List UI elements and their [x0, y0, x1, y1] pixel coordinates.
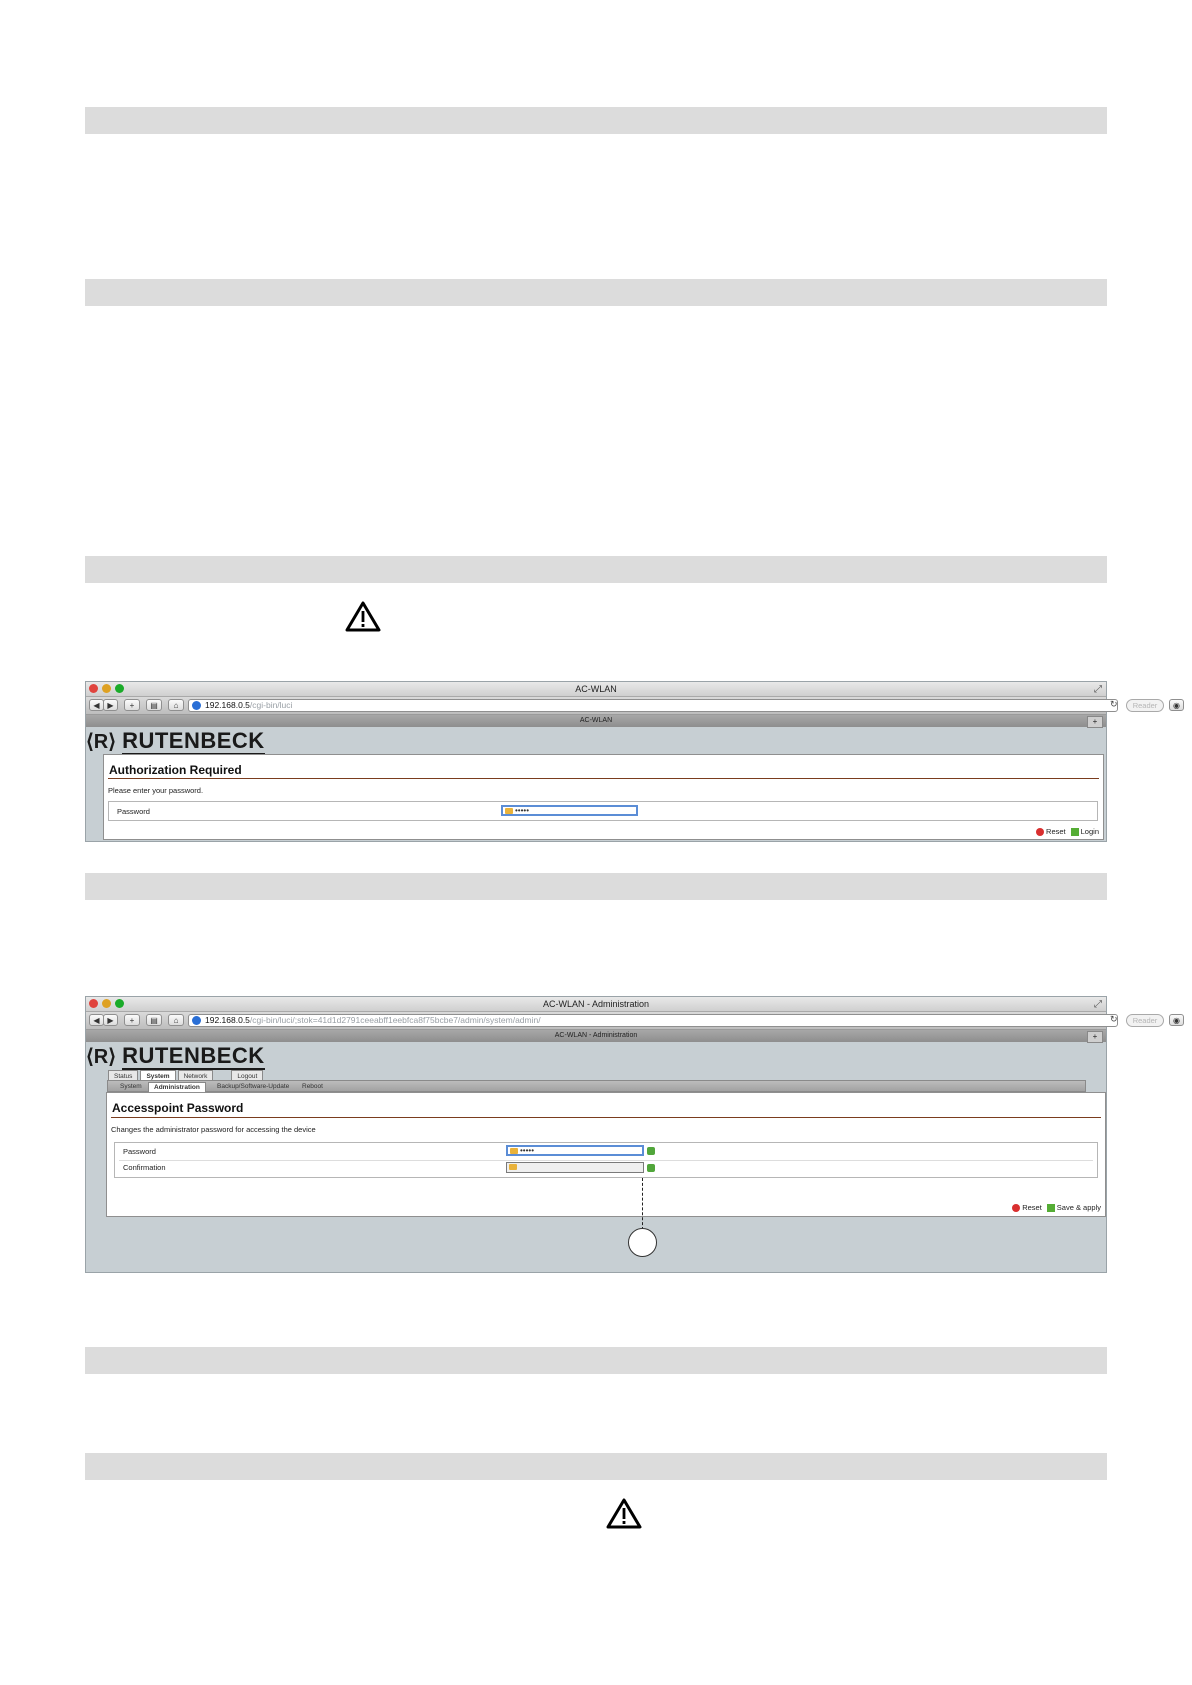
- tab-system[interactable]: System: [140, 1070, 175, 1083]
- window-title: AC-WLAN: [575, 684, 617, 694]
- tab-title[interactable]: AC-WLAN: [579, 717, 613, 724]
- window-titlebar: [86, 997, 1106, 1012]
- url-host: 192.168.0.5: [205, 1015, 250, 1025]
- reload-icon[interactable]: ↻: [1110, 1014, 1118, 1024]
- section-band-5: [85, 1347, 1107, 1374]
- bookmarks-icon[interactable]: ⌂: [168, 1014, 184, 1026]
- fullscreen-icon[interactable]: ⤢: [1094, 684, 1102, 695]
- callout-circle: [628, 1228, 657, 1257]
- logo-mark: ⟨R⟩: [86, 1046, 117, 1068]
- accesspoint-password-panel: [106, 1092, 1106, 1217]
- key-icon: [510, 1148, 518, 1154]
- minimize-light-icon[interactable]: [102, 684, 111, 693]
- panel-title: Authorization Required: [109, 763, 242, 777]
- downloads-icon[interactable]: ◉: [1169, 699, 1184, 711]
- refresh-icon[interactable]: [647, 1147, 655, 1155]
- logo-mark: ⟨R⟩: [86, 731, 117, 753]
- section-band-2: [85, 279, 1107, 306]
- refresh-icon[interactable]: [647, 1164, 655, 1172]
- reset-button[interactable]: [1036, 827, 1066, 836]
- reset-button[interactable]: [1012, 1203, 1042, 1212]
- globe-icon: [192, 1016, 201, 1025]
- confirmation-label: Confirmation: [123, 1163, 166, 1172]
- close-light-icon[interactable]: [89, 999, 98, 1008]
- zoom-light-icon[interactable]: [115, 684, 124, 693]
- reader-button[interactable]: Reader: [1126, 1014, 1164, 1027]
- print-icon[interactable]: ▤: [146, 1014, 162, 1026]
- url-path: /cgi-bin/luci: [249, 700, 293, 710]
- section-band-3: [85, 556, 1107, 583]
- bookmarks-icon[interactable]: ⌂: [168, 699, 184, 711]
- add-icon[interactable]: +: [124, 699, 140, 711]
- tab-strip: [86, 715, 1106, 727]
- password-input[interactable]: [506, 1145, 644, 1156]
- row-divider: [119, 1160, 1093, 1161]
- title-rule: [108, 778, 1099, 779]
- reset-label: Reset: [1022, 1203, 1042, 1212]
- url-path: /cgi-bin/luci/;stok=41d1d2791ceeabff1eebfca8f75bcbe7/admin/system/admin/: [249, 1015, 541, 1025]
- section-band-1: [85, 107, 1107, 134]
- confirmation-input[interactable]: [506, 1162, 644, 1173]
- browser-toolbar: [86, 697, 1180, 715]
- window-title: AC-WLAN - Administration: [542, 999, 650, 1009]
- tab-network[interactable]: Network: [178, 1070, 214, 1083]
- fullscreen-icon[interactable]: ⤢: [1094, 999, 1102, 1010]
- panel-description: Please enter your password.: [108, 786, 204, 795]
- window-titlebar: [86, 682, 1106, 697]
- callout-leader: [642, 1178, 643, 1230]
- rutenbeck-logo: [86, 728, 265, 754]
- panel-description: Changes the administrator password for accessing the device: [111, 1125, 316, 1134]
- new-tab-icon[interactable]: +: [1087, 716, 1103, 728]
- password-fieldset: [108, 801, 1098, 821]
- back-icon[interactable]: ◀: [89, 699, 104, 711]
- save-label: Save & apply: [1056, 1203, 1101, 1212]
- save-icon: [1047, 1204, 1055, 1212]
- key-icon: [505, 808, 513, 814]
- password-label: Password: [123, 1147, 156, 1156]
- forward-icon[interactable]: ▶: [103, 699, 118, 711]
- title-rule: [111, 1117, 1101, 1118]
- subtab-reboot[interactable]: Reboot: [302, 1083, 323, 1090]
- tab-strip: [86, 1030, 1106, 1042]
- url-host: 192.168.0.5: [205, 700, 250, 710]
- reset-icon: [1012, 1204, 1020, 1212]
- password-fieldset: [114, 1142, 1098, 1178]
- reset-icon: [1036, 828, 1044, 836]
- reader-button[interactable]: Reader: [1126, 699, 1164, 712]
- back-icon[interactable]: ◀: [89, 1014, 104, 1026]
- form-actions: [1012, 1203, 1101, 1212]
- password-label: Password: [117, 807, 150, 816]
- login-button[interactable]: [1071, 827, 1099, 836]
- rutenbeck-logo: [86, 1043, 265, 1069]
- password-value: •••••: [515, 806, 530, 815]
- forward-icon[interactable]: ▶: [103, 1014, 118, 1026]
- section-band-6: [85, 1453, 1107, 1480]
- url-bar[interactable]: [188, 699, 1118, 712]
- auth-panel: [103, 754, 1104, 840]
- minimize-light-icon[interactable]: [102, 999, 111, 1008]
- subtab-administration[interactable]: Administration: [148, 1082, 206, 1092]
- subtab-backup-software-update[interactable]: Backup/Software-Update: [217, 1083, 290, 1090]
- add-icon[interactable]: +: [124, 1014, 140, 1026]
- zoom-light-icon[interactable]: [115, 999, 124, 1008]
- key-icon: [509, 1164, 517, 1170]
- password-value: •••••: [520, 1146, 535, 1155]
- section-band-4: [85, 873, 1107, 900]
- logo-name: RUTENBECK: [122, 1043, 265, 1068]
- print-icon[interactable]: ▤: [146, 699, 162, 711]
- tab-logout[interactable]: Logout: [231, 1070, 263, 1083]
- logo-name: RUTENBECK: [122, 728, 265, 753]
- globe-icon: [192, 701, 201, 710]
- sub-menu-bar: [107, 1080, 1086, 1092]
- admin-screenshot: [85, 996, 1180, 1273]
- save-apply-button[interactable]: [1047, 1203, 1101, 1212]
- downloads-icon[interactable]: ◉: [1169, 1014, 1184, 1026]
- reset-label: Reset: [1046, 827, 1066, 836]
- close-light-icon[interactable]: [89, 684, 98, 693]
- tab-status[interactable]: Status: [108, 1070, 138, 1083]
- login-icon: [1071, 828, 1079, 836]
- password-input[interactable]: [501, 805, 638, 816]
- url-bar[interactable]: [188, 1014, 1118, 1027]
- subtab-system[interactable]: System: [120, 1083, 142, 1090]
- login-label: Login: [1080, 827, 1099, 836]
- browser-toolbar: [86, 1012, 1180, 1030]
- tab-title[interactable]: AC-WLAN - Administration: [554, 1032, 638, 1039]
- form-actions: [1036, 827, 1099, 836]
- warning-icon: [606, 1497, 642, 1529]
- login-screenshot: [85, 681, 1180, 842]
- new-tab-icon[interactable]: +: [1087, 1031, 1103, 1043]
- warning-icon: [345, 600, 381, 632]
- panel-title: Accesspoint Password: [112, 1101, 244, 1115]
- reload-icon[interactable]: ↻: [1110, 699, 1118, 709]
